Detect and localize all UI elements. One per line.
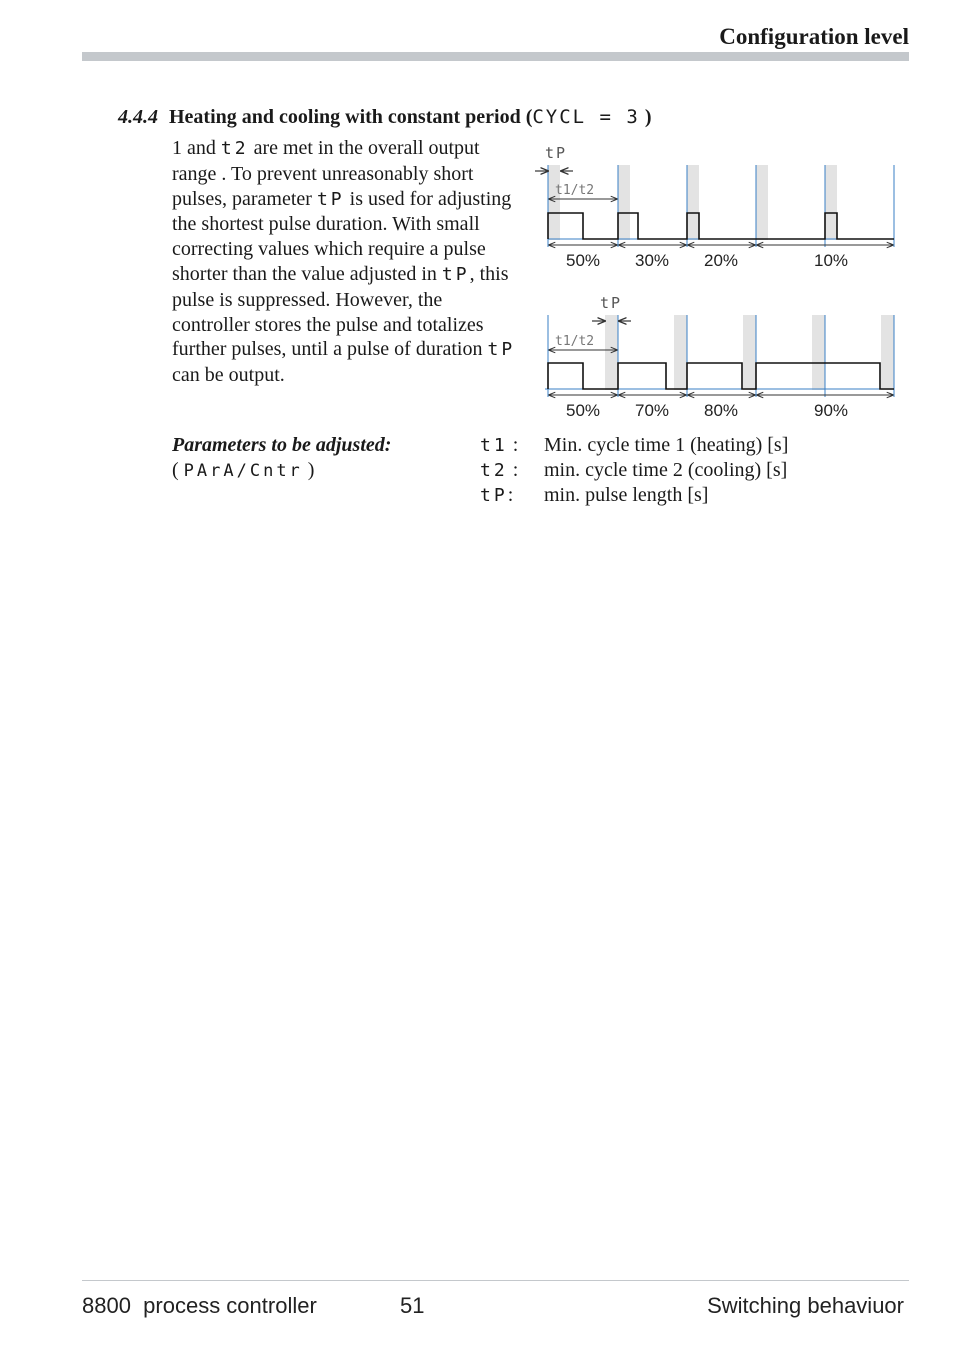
duty-label: 50% — [565, 401, 601, 420]
diagram-top — [535, 144, 894, 270]
tp-band — [618, 165, 630, 240]
param-row-t2 — [480, 459, 787, 482]
params-path-close: ) — [307, 459, 315, 481]
param-code: t2 — [480, 460, 508, 481]
pulse-waveform — [548, 213, 894, 239]
params-path-open: ( — [172, 459, 179, 481]
param-code: t1 — [480, 435, 508, 456]
section-code: CYCL = 3 — [532, 106, 640, 128]
param-desc: min. pulse length [s] — [544, 484, 709, 506]
header-divider — [82, 52, 909, 61]
param-row-t1 — [480, 434, 788, 457]
tp-band — [812, 315, 825, 390]
duty-label: 90% — [813, 401, 849, 420]
footer-product: 8800 process controller — [82, 1293, 317, 1318]
body-text-4: , this pulse is suppressed. However, the controller stores the pulse and totalizes further pulses, until a pulse of duration — [172, 262, 509, 361]
tp-band — [825, 165, 837, 240]
param-row-tp — [480, 484, 708, 507]
tp-label: tP — [545, 144, 568, 162]
duty-label: 70% — [634, 401, 670, 420]
body-text-1: 1 and — [172, 137, 221, 159]
tp-band — [687, 165, 699, 240]
footer-chapter: Switching behaviuor — [707, 1293, 904, 1318]
param-desc: min. cycle time 2 (cooling) [s] — [544, 459, 788, 481]
tp-band — [756, 165, 768, 240]
body-code-tp: tP — [316, 188, 345, 210]
tp-band — [548, 165, 560, 240]
pulse-waveform — [548, 363, 894, 389]
duty-label: 20% — [703, 251, 739, 270]
section-title-close: ) — [644, 106, 652, 128]
tp-band — [743, 315, 756, 390]
body-text-3: is used for adjusting the shortest pulse duration. With small correcting values which require a pulse shorter than the value adjusted in — [172, 187, 512, 285]
duty-label: 50% — [565, 251, 601, 270]
page-number: 51 — [400, 1293, 425, 1318]
pulse-timing-diagram — [535, 140, 905, 425]
param-code: tP — [480, 485, 508, 506]
param-sep: : — [512, 434, 519, 456]
footer-divider — [82, 1280, 909, 1281]
body-code-tp-2: tP — [441, 263, 470, 285]
section-title: Heating and cooling with constant period ( — [169, 106, 533, 128]
t-label: t1/t2 — [555, 334, 595, 349]
tp-band — [881, 315, 894, 390]
diagram-bottom — [545, 294, 894, 420]
section-heading — [118, 106, 652, 129]
param-sep: : — [512, 459, 519, 481]
duty-label: 80% — [703, 401, 739, 420]
page-header-title: Configuration level — [719, 24, 909, 49]
body-paragraph — [172, 136, 517, 388]
t-label: t1/t2 — [555, 183, 595, 198]
body-text-5: can be output. — [172, 364, 285, 387]
param-sep: : — [507, 484, 514, 506]
duty-label: 30% — [634, 251, 670, 270]
section-number: 4.4.4 — [118, 106, 158, 128]
tp-band — [605, 315, 618, 390]
params-path-code: PArA/Cntr — [183, 461, 303, 481]
param-desc: Min. cycle time 1 (heating) [s] — [544, 434, 789, 456]
tp-label: tP — [600, 294, 623, 312]
duty-label: 10% — [813, 251, 849, 270]
body-text-2: are met in the overall output range . To prevent unreasonably short pulses, parameter — [172, 137, 480, 210]
body-code-tp-3: tP — [487, 339, 516, 361]
params-heading: Parameters to be adjusted: — [172, 434, 392, 456]
params-path — [172, 459, 314, 482]
tp-band — [674, 315, 687, 390]
body-code-t2: t2 — [220, 138, 249, 159]
